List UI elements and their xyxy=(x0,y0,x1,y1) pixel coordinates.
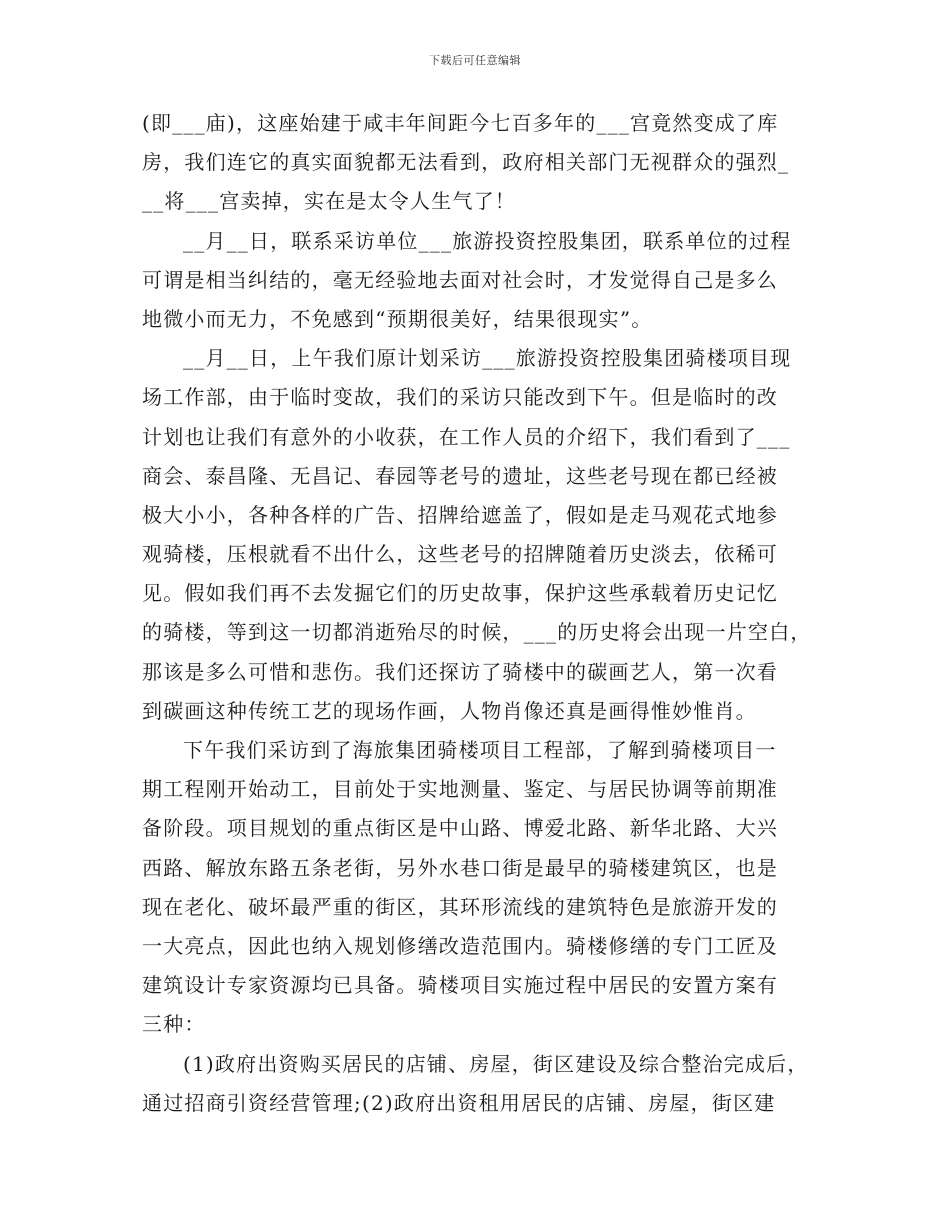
text-line: 一大亮点，因此也纳入规划修缮改造范围内。骑楼修缮的专门工匠及 xyxy=(142,933,778,958)
text-line: 建筑设计专家资源均已具备。骑楼项目实施过程中居民的安置方案有 xyxy=(142,973,778,998)
text-line: 期工程刚开始动工，目前处于实地测量、鉴定、与居民协调等前期准 xyxy=(142,777,778,802)
text-line: __月__日，上午我们原计划采访___旅游投资控股集团骑楼项目现 xyxy=(183,346,792,371)
page-header: 下载后可任意编辑 xyxy=(429,54,521,67)
text-line: 西路、解放东路五条老街，另外水巷口街是最早的骑楼建筑区，也是 xyxy=(142,855,778,880)
text-line: 可谓是相当纠结的，毫无经验地去面对社会时，才发觉得自己是多么 xyxy=(142,267,778,292)
text-line: 计划也让我们有意外的小收获，在工作人员的介绍下，我们看到了___ xyxy=(142,424,791,449)
text-line: 备阶段。项目规划的重点街区是中山路、博爱北路、新华北路、大兴 xyxy=(142,816,778,841)
text-line: 观骑楼，压根就看不出什么，这些老号的招牌随着历史淡去，依稀可 xyxy=(142,542,778,567)
text-line: 场工作部，由于临时变故，我们的采访只能改到下午。但是临时的改 xyxy=(142,385,778,410)
text-line: 三种： xyxy=(142,1012,206,1037)
text-line: __月__日，联系采访单位___旅游投资控股集团，联系单位的过程 xyxy=(183,228,792,253)
text-line: 的骑楼，等到这一切都消逝殆尽的时候，___的历史将会出现一片空白， xyxy=(142,620,812,645)
text-line: __将___宫卖掉，实在是太令人生气了！ xyxy=(142,189,516,214)
text-line: 现在老化、破坏最严重的街区，其环形流线的建筑特色是旅游开发的 xyxy=(142,894,778,919)
text-line: 到碳画这种传统工艺的现场作画，人物肖像还真是画得惟妙惟肖。 xyxy=(142,698,757,723)
text-line: 商会、泰昌隆、无昌记、春园等老号的遗址，这些老号现在都已经被 xyxy=(142,463,778,488)
text-line: 通过招商引资经营管理;(2)政府出资租用居民的店铺、房屋，街区建 xyxy=(142,1090,776,1115)
text-line: 见。假如我们再不去发掘它们的历史故事，保护这些承载着历史记忆 xyxy=(142,581,778,606)
text-line: (1)政府出资购买居民的店铺、房屋，街区建设及综合整治完成后， xyxy=(183,1051,809,1076)
text-line: 下午我们采访到了海旅集团骑楼项目工程部，了解到骑楼项目一 xyxy=(183,738,777,762)
text-line: 极大小小，各种各样的广告、招牌给遮盖了，假如是走马观花式地参 xyxy=(142,502,778,527)
text-line: 地微小而无力，不免感到“预期很美好，结果很现实”。 xyxy=(142,306,653,331)
text-line: 房，我们连它的真实面貌都无法看到，政府相关部门无视群众的强烈_ xyxy=(142,150,790,175)
text-line: (即___庙)，这座始建于咸丰年间距今七百多年的___宫竟然变成了库 xyxy=(142,111,779,135)
text-line: 那该是多么可惜和悲伤。我们还探访了骑楼中的碳画艺人，第一次看 xyxy=(142,659,778,684)
document-body xyxy=(142,104,822,1123)
